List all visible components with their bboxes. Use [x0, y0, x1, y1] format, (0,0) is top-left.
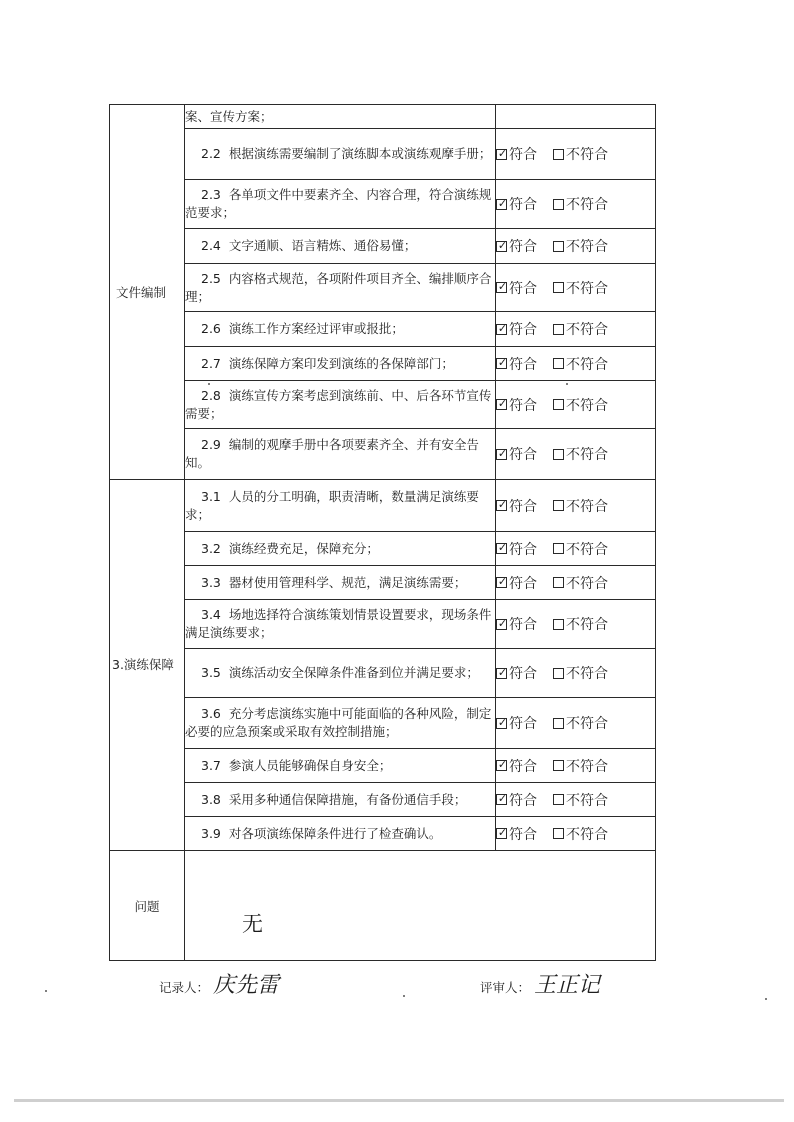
fail-label: 不符合	[566, 758, 608, 775]
item-description: 文字通顺、语言精炼、通俗易懂；	[228, 238, 417, 253]
item-description: 充分考虑演练实施中可能面临的各种风险，制定必要的应急预案或采取有效控制措施；	[185, 706, 492, 739]
item-text	[185, 566, 496, 600]
scan-speck	[403, 995, 405, 997]
item-description: 器材使用管理科学、规范，满足演练需要；	[228, 574, 467, 590]
option-fail[interactable]	[553, 539, 608, 559]
item-number: 3.4	[201, 607, 221, 622]
table-row	[110, 600, 656, 649]
check-mark-icon: ✓	[497, 541, 508, 554]
fail-label: 不符合	[566, 197, 608, 213]
item-description: 编制的观摩手册中各项要素齐全、并有安全告知。	[185, 437, 479, 470]
option-fail[interactable]	[553, 236, 608, 256]
option-pass[interactable]	[496, 444, 537, 464]
check-mark-icon: ✓	[497, 446, 508, 460]
item-number: 2.3	[201, 187, 221, 202]
fail-checkbox[interactable]	[553, 577, 564, 588]
table-row	[110, 129, 656, 180]
option-fail[interactable]	[553, 713, 608, 733]
fail-label: 不符合	[566, 239, 608, 255]
recorder-label: 记录人：	[159, 980, 210, 995]
scan-speck	[765, 998, 767, 1000]
status-cell	[496, 783, 656, 817]
item-text	[185, 429, 496, 480]
option-fail[interactable]	[553, 824, 608, 844]
option-pass[interactable]	[496, 663, 537, 683]
pass-label: 符合	[509, 397, 537, 414]
fail-checkbox[interactable]	[553, 399, 564, 410]
item-description: 演练经费充足，保障充分；	[228, 540, 379, 556]
problem-row	[110, 851, 656, 961]
option-pass[interactable]	[496, 354, 537, 374]
item-description: 根据演练需要编制了演练脚本或演练观摩手册；	[228, 146, 492, 161]
pass-checkbox[interactable]	[496, 543, 507, 554]
check-mark-icon: ✓	[497, 792, 508, 805]
category-label: 文件编制	[116, 284, 167, 300]
item-text	[185, 129, 496, 180]
option-pass[interactable]	[496, 194, 537, 214]
fail-label: 不符合	[566, 541, 608, 558]
fail-label: 不符合	[566, 792, 608, 809]
item-number: 2.4	[201, 238, 221, 253]
item-description: 各单项文件中要素齐全、内容合理，符合演练规范要求；	[185, 187, 492, 220]
fail-checkbox[interactable]	[553, 718, 564, 729]
pass-label: 符合	[509, 826, 537, 843]
table-row	[110, 817, 656, 851]
option-fail[interactable]	[553, 790, 608, 810]
option-fail[interactable]	[553, 496, 608, 516]
table-row	[110, 381, 656, 429]
pass-label: 符合	[509, 322, 537, 338]
problem-answer: 无	[242, 912, 264, 936]
fail-checkbox[interactable]	[553, 500, 564, 511]
problem-label: 问题	[110, 851, 185, 961]
item-description: 参演人员能够确保自身安全；	[228, 757, 392, 773]
check-mark-icon: ✓	[497, 715, 508, 729]
item-description: 演练工作方案经过评审或报批；	[228, 321, 404, 336]
problem-answer-cell	[185, 851, 656, 961]
check-mark-icon: ✓	[497, 826, 508, 839]
item-text	[185, 381, 496, 429]
option-pass[interactable]	[496, 790, 537, 810]
item-text	[185, 649, 496, 698]
fail-checkbox[interactable]	[553, 668, 564, 679]
check-mark-icon: ✓	[497, 196, 508, 210]
pass-checkbox[interactable]	[496, 665, 508, 679]
option-pass[interactable]	[496, 278, 537, 298]
item-description: 场地选择符合演练策划情景设置要求，现场条件满足演练要求；	[185, 607, 492, 640]
pass-checkbox[interactable]	[496, 358, 507, 369]
item-number: 2.2	[201, 146, 221, 161]
pass-checkbox[interactable]	[496, 196, 508, 210]
check-mark-icon: ✓	[497, 575, 508, 588]
fail-checkbox[interactable]	[553, 199, 564, 210]
status-cell	[496, 480, 656, 532]
scan-speck	[45, 990, 47, 992]
status-cell	[496, 105, 656, 129]
reviewer	[480, 968, 600, 999]
status-cell	[496, 347, 656, 381]
pass-label: 符合	[509, 758, 537, 775]
pass-checkbox[interactable]	[496, 146, 508, 160]
status-cell	[496, 229, 656, 264]
option-pass[interactable]	[496, 539, 537, 559]
item-description: 采用多种通信保障措施，有备份通信手段；	[228, 791, 467, 807]
item-description: 演练活动安全保障条件准备到位并满足要求；	[228, 665, 479, 680]
item-text	[185, 698, 496, 749]
pass-label: 符合	[509, 716, 537, 732]
option-fail[interactable]	[553, 756, 608, 776]
check-mark-icon: ✓	[497, 616, 508, 630]
item-number: 2.6	[201, 321, 221, 336]
recorder-signature: 庆先雷	[213, 973, 280, 998]
item-text	[185, 312, 496, 347]
status-cell	[496, 566, 656, 600]
fail-checkbox[interactable]	[553, 449, 564, 460]
pass-checkbox[interactable]	[496, 321, 508, 335]
fail-checkbox[interactable]	[553, 241, 564, 252]
option-pass[interactable]	[496, 395, 537, 415]
fail-label: 不符合	[566, 666, 608, 682]
status-cell	[496, 649, 656, 698]
status-cell	[496, 600, 656, 649]
check-mark-icon: ✓	[497, 280, 508, 293]
option-pass[interactable]	[496, 756, 537, 776]
item-text	[185, 180, 496, 229]
table-row	[110, 180, 656, 229]
pass-label: 符合	[509, 617, 537, 633]
item-number: 2.7	[201, 355, 221, 371]
table-row	[110, 105, 656, 129]
check-mark-icon: ✓	[497, 238, 508, 252]
pass-checkbox[interactable]	[496, 282, 507, 293]
item-text	[185, 532, 496, 566]
option-fail[interactable]	[553, 573, 608, 593]
scan-edge-line	[14, 1099, 784, 1102]
table-row	[110, 229, 656, 264]
pass-checkbox[interactable]	[496, 399, 507, 410]
fail-label: 不符合	[566, 826, 608, 843]
table-row	[110, 264, 656, 312]
status-cell	[496, 532, 656, 566]
recorder	[159, 968, 279, 999]
item-number: 2.5	[201, 270, 221, 286]
item-description: 对各项演练保障条件进行了检查确认。	[228, 825, 442, 841]
check-mark-icon: ✓	[497, 758, 508, 771]
reviewer-signature: 王正记	[534, 973, 601, 998]
option-pass[interactable]	[496, 573, 537, 593]
item-text	[185, 480, 496, 532]
pass-label: 符合	[509, 541, 537, 558]
item-number: 3.8	[201, 791, 221, 807]
item-number: 3.3	[201, 574, 221, 590]
pass-label: 符合	[509, 666, 537, 682]
scan-speck	[566, 383, 568, 385]
check-mark-icon: ✓	[497, 356, 508, 369]
table-row	[110, 749, 656, 783]
category-file	[110, 105, 185, 480]
pass-checkbox[interactable]	[496, 760, 507, 771]
check-mark-icon: ✓	[497, 397, 508, 410]
fail-label: 不符合	[566, 356, 608, 373]
scan-speck	[208, 383, 210, 385]
item-text	[185, 749, 496, 783]
item-number: 3.2	[201, 540, 221, 556]
category-drill	[110, 480, 185, 851]
fail-checkbox[interactable]	[553, 619, 564, 630]
pass-checkbox[interactable]	[496, 828, 507, 839]
option-fail[interactable]	[553, 395, 608, 415]
fail-checkbox[interactable]	[553, 324, 564, 335]
table-row	[110, 783, 656, 817]
table-row	[110, 698, 656, 749]
check-mark-icon: ✓	[497, 498, 508, 511]
check-mark-icon: ✓	[497, 665, 508, 679]
fail-label: 不符合	[566, 280, 608, 297]
fail-checkbox[interactable]	[553, 828, 564, 839]
pass-checkbox[interactable]	[496, 446, 508, 460]
table-row	[110, 649, 656, 698]
table-row	[110, 480, 656, 532]
pass-label: 符合	[509, 197, 537, 213]
table-row	[110, 429, 656, 480]
pass-label: 符合	[509, 147, 537, 163]
option-pass[interactable]	[496, 824, 537, 844]
option-fail[interactable]	[553, 278, 608, 298]
fail-checkbox[interactable]	[553, 543, 564, 554]
item-number: 3.9	[201, 825, 221, 841]
item-number: 3.6	[201, 706, 221, 721]
pass-label: 符合	[509, 447, 537, 463]
check-mark-icon: ✓	[497, 321, 508, 335]
item-description: 人员的分工明确，职责清晰，数量满足演练要求；	[185, 488, 479, 522]
fail-label: 不符合	[566, 322, 608, 338]
option-pass[interactable]	[496, 144, 537, 164]
option-fail[interactable]	[553, 614, 608, 634]
table-row	[110, 312, 656, 347]
fail-label: 不符合	[566, 575, 608, 592]
status-cell	[496, 129, 656, 180]
category-label: 3.演练保障	[112, 657, 174, 672]
fail-checkbox[interactable]	[553, 282, 564, 293]
table-row	[110, 532, 656, 566]
option-fail[interactable]	[553, 354, 608, 374]
pass-checkbox[interactable]	[496, 715, 508, 729]
fail-checkbox[interactable]	[553, 794, 564, 805]
pass-checkbox[interactable]	[496, 577, 507, 588]
item-number: 2.9	[201, 437, 221, 452]
option-pass[interactable]	[496, 319, 537, 339]
status-cell	[496, 429, 656, 480]
option-pass[interactable]	[496, 713, 537, 733]
item-number: 3.7	[201, 757, 221, 773]
option-fail[interactable]	[553, 144, 608, 164]
item-number: 3.1	[201, 488, 221, 504]
option-fail[interactable]	[553, 663, 608, 683]
option-pass[interactable]	[496, 614, 537, 634]
item-text	[185, 600, 496, 649]
fail-checkbox[interactable]	[553, 358, 564, 369]
status-cell	[496, 264, 656, 312]
item-text	[185, 783, 496, 817]
table-row	[110, 566, 656, 600]
item-description: 演练宣传方案考虑到演练前、中、后各环节宣传需要；	[185, 387, 492, 421]
item-text	[185, 347, 496, 381]
status-cell	[496, 817, 656, 851]
check-mark-icon: ✓	[497, 146, 508, 160]
fail-label: 不符合	[566, 447, 608, 463]
pass-label: 符合	[509, 498, 537, 515]
option-pass[interactable]	[496, 496, 537, 516]
option-fail[interactable]	[553, 444, 608, 464]
status-cell	[496, 180, 656, 229]
item-text	[185, 229, 496, 264]
pass-checkbox[interactable]	[496, 794, 507, 805]
fail-checkbox[interactable]	[553, 149, 564, 160]
fail-label: 不符合	[566, 397, 608, 414]
status-cell	[496, 749, 656, 783]
table-row	[110, 347, 656, 381]
pass-checkbox[interactable]	[496, 500, 507, 511]
item-number: 3.5	[201, 665, 221, 680]
fail-checkbox[interactable]	[553, 760, 564, 771]
item-text	[185, 817, 496, 851]
pass-label: 符合	[509, 356, 537, 373]
pass-label: 符合	[509, 792, 537, 809]
checklist-table	[109, 104, 656, 961]
item-text: 案、宣传方案；	[185, 105, 496, 129]
item-text	[185, 264, 496, 312]
fail-label: 不符合	[566, 617, 608, 633]
option-pass[interactable]	[496, 236, 537, 256]
pass-checkbox[interactable]	[496, 238, 508, 252]
item-description: 演练保障方案印发到演练的各保障部门；	[228, 355, 454, 371]
option-fail[interactable]	[553, 194, 608, 214]
fail-label: 不符合	[566, 716, 608, 732]
item-number: 2.8	[201, 387, 221, 403]
reviewer-label: 评审人：	[480, 980, 531, 995]
option-fail[interactable]	[553, 319, 608, 339]
status-cell	[496, 698, 656, 749]
pass-label: 符合	[509, 575, 537, 592]
fail-label: 不符合	[566, 498, 608, 515]
pass-checkbox[interactable]	[496, 616, 508, 630]
pass-label: 符合	[509, 280, 537, 297]
status-cell	[496, 312, 656, 347]
item-description: 内容格式规范，各项附件项目齐全、编排顺序合理；	[185, 270, 492, 304]
pass-label: 符合	[509, 239, 537, 255]
fail-label: 不符合	[566, 147, 608, 163]
status-cell	[496, 381, 656, 429]
